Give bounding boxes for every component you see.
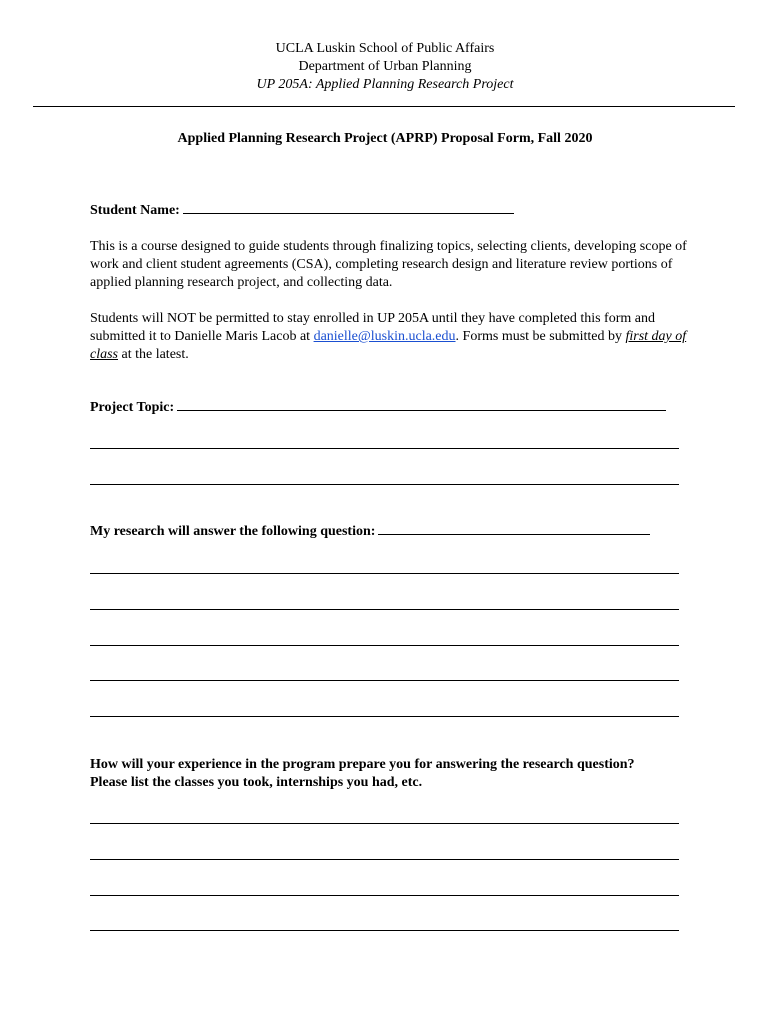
document-header: [0, 40, 770, 94]
research-question-line[interactable]: [90, 609, 679, 610]
student-name-row: [90, 202, 514, 220]
experience-answer-line[interactable]: [90, 823, 679, 824]
enrollment-text-3: at the latest.: [118, 347, 189, 362]
student-name-field[interactable]: [183, 212, 514, 214]
intro-paragraph: This is a course designed to guide students through finalizing topics, selecting clients, developing scope of work and client student agreements (CSA), completing research design and literature review portions of applied planning research project, and collecting data.: [90, 239, 687, 290]
project-topic-line[interactable]: [90, 448, 679, 449]
experience-question: How will your experience in the program prepare you for answering the research question? Please list the classes you took, internships you had, etc.: [90, 757, 635, 790]
research-question-line[interactable]: [90, 573, 679, 574]
header-divider: [33, 106, 735, 107]
research-question-field[interactable]: [378, 533, 650, 535]
research-question-line[interactable]: [90, 716, 679, 717]
experience-answer-line[interactable]: [90, 930, 679, 931]
enrollment-text-2: . Forms must be submitted by: [455, 329, 626, 344]
experience-answer-line[interactable]: [90, 895, 679, 896]
deadline-text: first day of class: [90, 329, 687, 362]
school-name: UCLA Luskin School of Public Affairs: [275, 41, 495, 56]
research-question-label: My research will answer the following question:: [90, 524, 376, 539]
course-name: UP 205A: Applied Planning Research Project: [256, 77, 514, 92]
research-question-line[interactable]: [90, 680, 679, 681]
student-name-label: Student Name:: [90, 203, 180, 218]
enrollment-text-1: Students will NOT be permitted to stay enrolled in UP 205A until they have completed this form and submitted it to Danielle Maris Lacob at: [90, 311, 655, 344]
department-name: Department of Urban Planning: [298, 59, 472, 74]
email-link[interactable]: danielle@luskin.ucla.edu: [313, 329, 456, 344]
research-question-row: [90, 523, 650, 541]
research-question-line[interactable]: [90, 645, 679, 646]
experience-answer-line[interactable]: [90, 859, 679, 860]
project-topic-field[interactable]: [177, 409, 666, 411]
form-title: Applied Planning Research Project (APRP) Proposal Form, Fall 2020: [177, 131, 593, 146]
project-topic-line[interactable]: [90, 484, 679, 485]
enrollment-paragraph: [90, 310, 690, 364]
project-topic-row: [90, 399, 666, 417]
project-topic-label: Project Topic:: [90, 400, 175, 415]
